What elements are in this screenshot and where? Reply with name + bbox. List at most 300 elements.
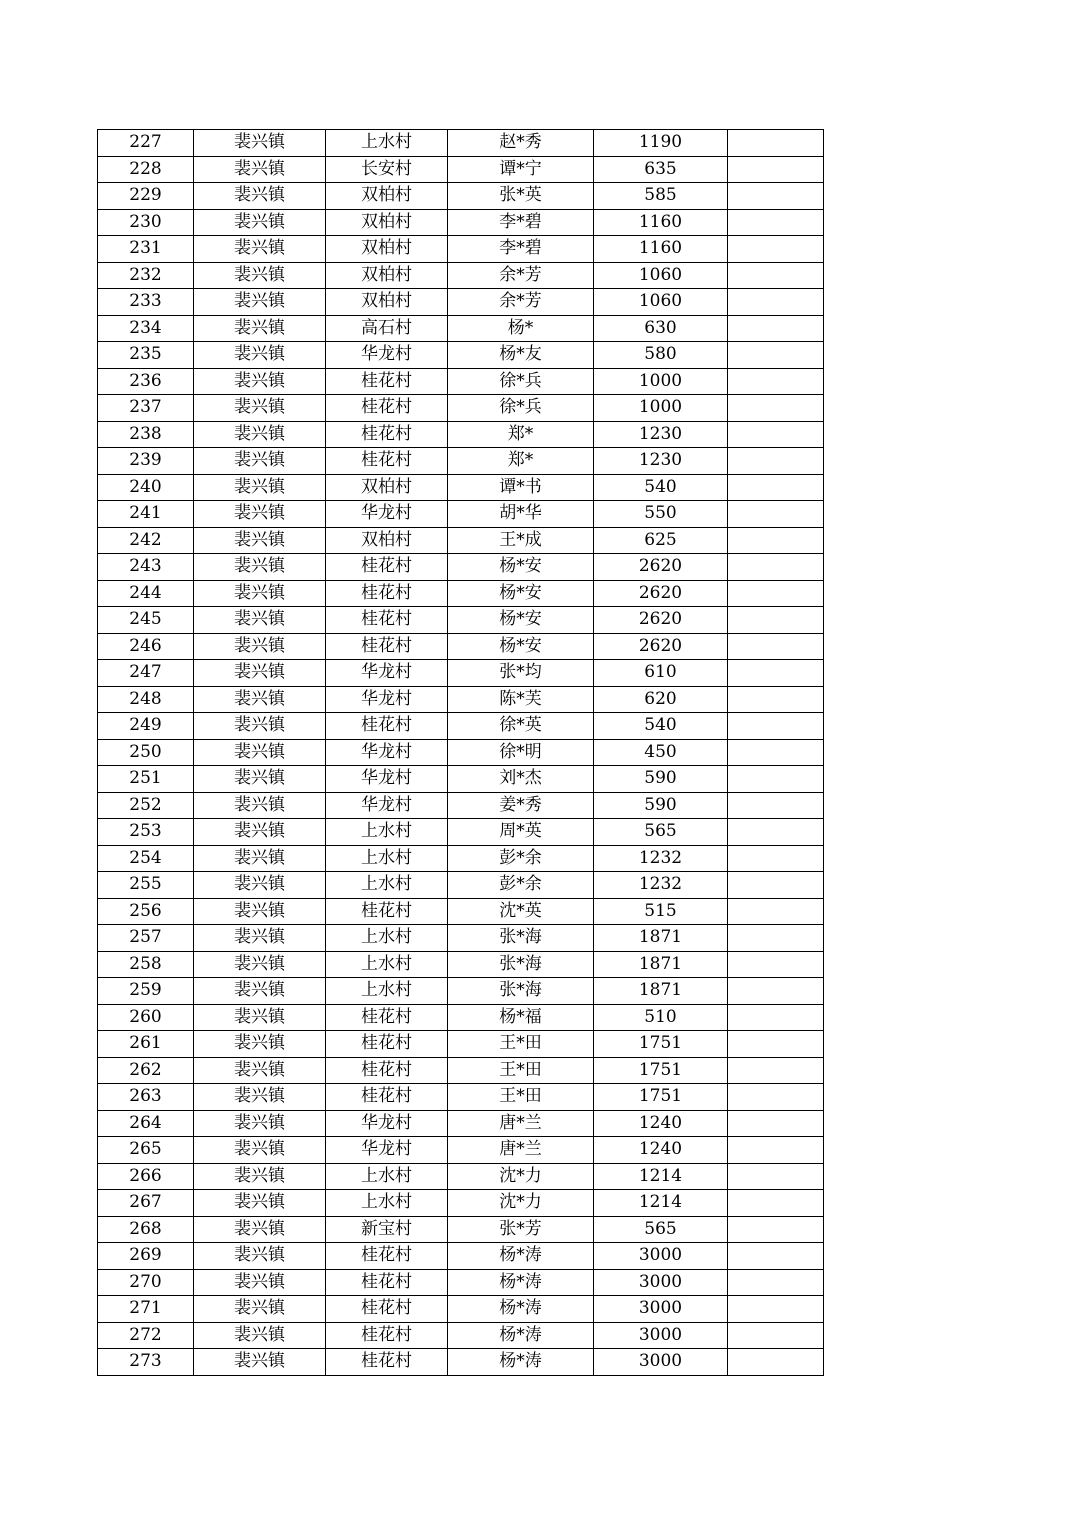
table-row <box>98 766 824 793</box>
row-number-cell: 254 <box>98 845 194 872</box>
row-number-cell: 272 <box>98 1322 194 1349</box>
name-cell: 唐*兰 <box>448 1110 594 1137</box>
village-cell: 桂花村 <box>326 421 448 448</box>
amount-cell: 540 <box>594 713 728 740</box>
village-cell: 上水村 <box>326 1190 448 1217</box>
village-cell: 桂花村 <box>326 1004 448 1031</box>
village-cell: 上水村 <box>326 819 448 846</box>
table-row <box>98 925 824 952</box>
remark-cell <box>728 845 824 872</box>
row-number-cell: 261 <box>98 1031 194 1058</box>
row-number-cell: 260 <box>98 1004 194 1031</box>
amount-cell: 1751 <box>594 1057 728 1084</box>
row-number-cell: 242 <box>98 527 194 554</box>
amount-cell: 1160 <box>594 209 728 236</box>
town-cell: 裴兴镇 <box>194 1110 326 1137</box>
table-row <box>98 1031 824 1058</box>
village-cell: 长安村 <box>326 156 448 183</box>
row-number-cell: 262 <box>98 1057 194 1084</box>
town-cell: 裴兴镇 <box>194 739 326 766</box>
village-cell: 华龙村 <box>326 792 448 819</box>
village-cell: 桂花村 <box>326 448 448 475</box>
amount-cell: 1871 <box>594 978 728 1005</box>
village-cell: 华龙村 <box>326 1110 448 1137</box>
table-row <box>98 262 824 289</box>
town-cell: 裴兴镇 <box>194 554 326 581</box>
village-cell: 华龙村 <box>326 686 448 713</box>
row-number-cell: 231 <box>98 236 194 263</box>
amount-cell: 510 <box>594 1004 728 1031</box>
remark-cell <box>728 342 824 369</box>
town-cell: 裴兴镇 <box>194 1243 326 1270</box>
name-cell: 谭*宁 <box>448 156 594 183</box>
amount-cell: 1240 <box>594 1137 728 1164</box>
remark-cell <box>728 1269 824 1296</box>
village-cell: 双柏村 <box>326 289 448 316</box>
town-cell: 裴兴镇 <box>194 395 326 422</box>
row-number-cell: 271 <box>98 1296 194 1323</box>
remark-cell <box>728 183 824 210</box>
name-cell: 沈*英 <box>448 898 594 925</box>
remark-cell <box>728 236 824 263</box>
amount-cell: 620 <box>594 686 728 713</box>
village-cell: 双柏村 <box>326 236 448 263</box>
village-cell: 华龙村 <box>326 501 448 528</box>
amount-cell: 590 <box>594 766 728 793</box>
amount-cell: 3000 <box>594 1322 728 1349</box>
table-row <box>98 156 824 183</box>
remark-cell <box>728 580 824 607</box>
name-cell: 张*均 <box>448 660 594 687</box>
village-cell: 桂花村 <box>326 713 448 740</box>
row-number-cell: 229 <box>98 183 194 210</box>
table-row <box>98 580 824 607</box>
row-number-cell: 240 <box>98 474 194 501</box>
table-row <box>98 183 824 210</box>
town-cell: 裴兴镇 <box>194 925 326 952</box>
name-cell: 郑* <box>448 448 594 475</box>
name-cell: 周*英 <box>448 819 594 846</box>
town-cell: 裴兴镇 <box>194 792 326 819</box>
remark-cell <box>728 1004 824 1031</box>
village-cell: 华龙村 <box>326 739 448 766</box>
village-cell: 上水村 <box>326 925 448 952</box>
town-cell: 裴兴镇 <box>194 315 326 342</box>
table-row <box>98 209 824 236</box>
town-cell: 裴兴镇 <box>194 156 326 183</box>
amount-cell: 515 <box>594 898 728 925</box>
town-cell: 裴兴镇 <box>194 713 326 740</box>
town-cell: 裴兴镇 <box>194 130 326 157</box>
table-row <box>98 978 824 1005</box>
remark-cell <box>728 1216 824 1243</box>
row-number-cell: 241 <box>98 501 194 528</box>
remark-cell <box>728 633 824 660</box>
town-cell: 裴兴镇 <box>194 1057 326 1084</box>
amount-cell: 540 <box>594 474 728 501</box>
table-row <box>98 1296 824 1323</box>
name-cell: 陈*芙 <box>448 686 594 713</box>
name-cell: 杨*安 <box>448 607 594 634</box>
remark-cell <box>728 792 824 819</box>
remark-cell <box>728 898 824 925</box>
village-cell: 桂花村 <box>326 1243 448 1270</box>
row-number-cell: 227 <box>98 130 194 157</box>
town-cell: 裴兴镇 <box>194 766 326 793</box>
amount-cell: 1060 <box>594 289 728 316</box>
amount-cell: 1000 <box>594 395 728 422</box>
town-cell: 裴兴镇 <box>194 421 326 448</box>
amount-cell: 610 <box>594 660 728 687</box>
amount-cell: 3000 <box>594 1269 728 1296</box>
town-cell: 裴兴镇 <box>194 1084 326 1111</box>
town-cell: 裴兴镇 <box>194 1349 326 1376</box>
table-row <box>98 713 824 740</box>
village-cell: 高石村 <box>326 315 448 342</box>
name-cell: 杨*涛 <box>448 1349 594 1376</box>
amount-cell: 565 <box>594 1216 728 1243</box>
town-cell: 裴兴镇 <box>194 342 326 369</box>
amount-cell: 1751 <box>594 1031 728 1058</box>
village-cell: 桂花村 <box>326 395 448 422</box>
table-row <box>98 474 824 501</box>
town-cell: 裴兴镇 <box>194 527 326 554</box>
amount-cell: 1240 <box>594 1110 728 1137</box>
town-cell: 裴兴镇 <box>194 580 326 607</box>
name-cell: 杨*福 <box>448 1004 594 1031</box>
town-cell: 裴兴镇 <box>194 183 326 210</box>
town-cell: 裴兴镇 <box>194 660 326 687</box>
name-cell: 沈*力 <box>448 1190 594 1217</box>
town-cell: 裴兴镇 <box>194 1031 326 1058</box>
amount-cell: 635 <box>594 156 728 183</box>
village-cell: 桂花村 <box>326 1031 448 1058</box>
amount-cell: 1871 <box>594 951 728 978</box>
table-row <box>98 289 824 316</box>
village-cell: 桂花村 <box>326 607 448 634</box>
name-cell: 李*碧 <box>448 236 594 263</box>
row-number-cell: 236 <box>98 368 194 395</box>
row-number-cell: 249 <box>98 713 194 740</box>
town-cell: 裴兴镇 <box>194 1190 326 1217</box>
table-row <box>98 421 824 448</box>
town-cell: 裴兴镇 <box>194 448 326 475</box>
row-number-cell: 267 <box>98 1190 194 1217</box>
table-row <box>98 342 824 369</box>
table-row <box>98 1243 824 1270</box>
row-number-cell: 252 <box>98 792 194 819</box>
row-number-cell: 251 <box>98 766 194 793</box>
amount-cell: 2620 <box>594 580 728 607</box>
table-row <box>98 1269 824 1296</box>
amount-cell: 1214 <box>594 1163 728 1190</box>
town-cell: 裴兴镇 <box>194 1004 326 1031</box>
remark-cell <box>728 130 824 157</box>
remark-cell <box>728 951 824 978</box>
amount-cell: 1751 <box>594 1084 728 1111</box>
name-cell: 徐*兵 <box>448 368 594 395</box>
row-number-cell: 264 <box>98 1110 194 1137</box>
remark-cell <box>728 315 824 342</box>
name-cell: 杨*安 <box>448 580 594 607</box>
amount-cell: 2620 <box>594 607 728 634</box>
name-cell: 彭*余 <box>448 845 594 872</box>
amount-cell: 1230 <box>594 448 728 475</box>
row-number-cell: 235 <box>98 342 194 369</box>
amount-cell: 580 <box>594 342 728 369</box>
name-cell: 徐*英 <box>448 713 594 740</box>
row-number-cell: 259 <box>98 978 194 1005</box>
town-cell: 裴兴镇 <box>194 633 326 660</box>
row-number-cell: 269 <box>98 1243 194 1270</box>
row-number-cell: 256 <box>98 898 194 925</box>
table-row <box>98 315 824 342</box>
table-row <box>98 1057 824 1084</box>
table-row <box>98 1216 824 1243</box>
town-cell: 裴兴镇 <box>194 1163 326 1190</box>
remark-cell <box>728 1084 824 1111</box>
row-number-cell: 248 <box>98 686 194 713</box>
row-number-cell: 234 <box>98 315 194 342</box>
row-number-cell: 238 <box>98 421 194 448</box>
name-cell: 唐*兰 <box>448 1137 594 1164</box>
remark-cell <box>728 448 824 475</box>
village-cell: 华龙村 <box>326 766 448 793</box>
amount-cell: 590 <box>594 792 728 819</box>
row-number-cell: 243 <box>98 554 194 581</box>
name-cell: 杨*友 <box>448 342 594 369</box>
table-row <box>98 1004 824 1031</box>
name-cell: 沈*力 <box>448 1163 594 1190</box>
name-cell: 徐*兵 <box>448 395 594 422</box>
name-cell: 张*芳 <box>448 1216 594 1243</box>
remark-cell <box>728 660 824 687</box>
row-number-cell: 233 <box>98 289 194 316</box>
name-cell: 赵*秀 <box>448 130 594 157</box>
remark-cell <box>728 501 824 528</box>
name-cell: 杨* <box>448 315 594 342</box>
name-cell: 刘*杰 <box>448 766 594 793</box>
row-number-cell: 268 <box>98 1216 194 1243</box>
remark-cell <box>728 686 824 713</box>
name-cell: 杨*涛 <box>448 1269 594 1296</box>
remark-cell <box>728 713 824 740</box>
table-row <box>98 554 824 581</box>
remark-cell <box>728 1031 824 1058</box>
village-cell: 双柏村 <box>326 474 448 501</box>
town-cell: 裴兴镇 <box>194 978 326 1005</box>
amount-cell: 1160 <box>594 236 728 263</box>
row-number-cell: 257 <box>98 925 194 952</box>
town-cell: 裴兴镇 <box>194 1216 326 1243</box>
table-row <box>98 845 824 872</box>
name-cell: 杨*安 <box>448 554 594 581</box>
table-row <box>98 607 824 634</box>
row-number-cell: 253 <box>98 819 194 846</box>
town-cell: 裴兴镇 <box>194 474 326 501</box>
remark-cell <box>728 395 824 422</box>
remark-cell <box>728 554 824 581</box>
table-row <box>98 130 824 157</box>
remark-cell <box>728 1110 824 1137</box>
row-number-cell: 270 <box>98 1269 194 1296</box>
amount-cell: 3000 <box>594 1296 728 1323</box>
town-cell: 裴兴镇 <box>194 368 326 395</box>
remark-cell <box>728 262 824 289</box>
amount-cell: 3000 <box>594 1243 728 1270</box>
town-cell: 裴兴镇 <box>194 501 326 528</box>
village-cell: 双柏村 <box>326 209 448 236</box>
village-cell: 上水村 <box>326 1163 448 1190</box>
village-cell: 桂花村 <box>326 1322 448 1349</box>
table-row <box>98 368 824 395</box>
name-cell: 胡*华 <box>448 501 594 528</box>
village-cell: 桂花村 <box>326 898 448 925</box>
amount-cell: 550 <box>594 501 728 528</box>
village-cell: 桂花村 <box>326 1084 448 1111</box>
village-cell: 上水村 <box>326 845 448 872</box>
table-row <box>98 527 824 554</box>
name-cell: 张*海 <box>448 925 594 952</box>
town-cell: 裴兴镇 <box>194 1269 326 1296</box>
table-row <box>98 1110 824 1137</box>
remark-cell <box>728 1163 824 1190</box>
town-cell: 裴兴镇 <box>194 845 326 872</box>
town-cell: 裴兴镇 <box>194 262 326 289</box>
data-table <box>97 129 824 1376</box>
row-number-cell: 266 <box>98 1163 194 1190</box>
remark-cell <box>728 739 824 766</box>
remark-cell <box>728 289 824 316</box>
town-cell: 裴兴镇 <box>194 236 326 263</box>
village-cell: 桂花村 <box>326 1269 448 1296</box>
town-cell: 裴兴镇 <box>194 872 326 899</box>
table-row <box>98 951 824 978</box>
table-row <box>98 236 824 263</box>
town-cell: 裴兴镇 <box>194 1296 326 1323</box>
town-cell: 裴兴镇 <box>194 289 326 316</box>
name-cell: 谭*书 <box>448 474 594 501</box>
village-cell: 双柏村 <box>326 183 448 210</box>
row-number-cell: 258 <box>98 951 194 978</box>
amount-cell: 1871 <box>594 925 728 952</box>
row-number-cell: 247 <box>98 660 194 687</box>
village-cell: 上水村 <box>326 951 448 978</box>
village-cell: 上水村 <box>326 872 448 899</box>
remark-cell <box>728 872 824 899</box>
remark-cell <box>728 368 824 395</box>
amount-cell: 1000 <box>594 368 728 395</box>
amount-cell: 1232 <box>594 845 728 872</box>
table-row <box>98 633 824 660</box>
name-cell: 徐*明 <box>448 739 594 766</box>
row-number-cell: 237 <box>98 395 194 422</box>
name-cell: 杨*涛 <box>448 1322 594 1349</box>
village-cell: 华龙村 <box>326 342 448 369</box>
remark-cell <box>728 474 824 501</box>
table-row <box>98 1084 824 1111</box>
remark-cell <box>728 1057 824 1084</box>
row-number-cell: 230 <box>98 209 194 236</box>
name-cell: 姜*秀 <box>448 792 594 819</box>
village-cell: 桂花村 <box>326 554 448 581</box>
remark-cell <box>728 527 824 554</box>
row-number-cell: 244 <box>98 580 194 607</box>
table-row <box>98 739 824 766</box>
table-row <box>98 501 824 528</box>
town-cell: 裴兴镇 <box>194 898 326 925</box>
remark-cell <box>728 1296 824 1323</box>
village-cell: 桂花村 <box>326 580 448 607</box>
row-number-cell: 228 <box>98 156 194 183</box>
amount-cell: 1232 <box>594 872 728 899</box>
remark-cell <box>728 978 824 1005</box>
village-cell: 桂花村 <box>326 1349 448 1376</box>
remark-cell <box>728 1322 824 1349</box>
amount-cell: 625 <box>594 527 728 554</box>
village-cell: 桂花村 <box>326 368 448 395</box>
remark-cell <box>728 1190 824 1217</box>
row-number-cell: 246 <box>98 633 194 660</box>
remark-cell <box>728 209 824 236</box>
name-cell: 王*田 <box>448 1031 594 1058</box>
row-number-cell: 245 <box>98 607 194 634</box>
name-cell: 王*田 <box>448 1057 594 1084</box>
table-row <box>98 448 824 475</box>
village-cell: 桂花村 <box>326 1296 448 1323</box>
table-row <box>98 1322 824 1349</box>
name-cell: 张*英 <box>448 183 594 210</box>
remark-cell <box>728 156 824 183</box>
row-number-cell: 265 <box>98 1137 194 1164</box>
remark-cell <box>728 1137 824 1164</box>
town-cell: 裴兴镇 <box>194 1137 326 1164</box>
village-cell: 桂花村 <box>326 1057 448 1084</box>
name-cell: 张*海 <box>448 951 594 978</box>
village-cell: 华龙村 <box>326 660 448 687</box>
amount-cell: 2620 <box>594 554 728 581</box>
table-row <box>98 898 824 925</box>
remark-cell <box>728 607 824 634</box>
remark-cell <box>728 1243 824 1270</box>
amount-cell: 565 <box>594 819 728 846</box>
table-row <box>98 1137 824 1164</box>
table-row <box>98 660 824 687</box>
amount-cell: 1060 <box>594 262 728 289</box>
name-cell: 王*成 <box>448 527 594 554</box>
amount-cell: 2620 <box>594 633 728 660</box>
row-number-cell: 273 <box>98 1349 194 1376</box>
village-cell: 桂花村 <box>326 633 448 660</box>
village-cell: 双柏村 <box>326 262 448 289</box>
name-cell: 余*芳 <box>448 289 594 316</box>
remark-cell <box>728 421 824 448</box>
table-row <box>98 1190 824 1217</box>
name-cell: 王*田 <box>448 1084 594 1111</box>
row-number-cell: 255 <box>98 872 194 899</box>
town-cell: 裴兴镇 <box>194 951 326 978</box>
remark-cell <box>728 925 824 952</box>
village-cell: 新宝村 <box>326 1216 448 1243</box>
town-cell: 裴兴镇 <box>194 686 326 713</box>
name-cell: 李*碧 <box>448 209 594 236</box>
amount-cell: 585 <box>594 183 728 210</box>
village-cell: 上水村 <box>326 978 448 1005</box>
table-row <box>98 686 824 713</box>
table-body <box>98 130 824 1376</box>
remark-cell <box>728 819 824 846</box>
village-cell: 双柏村 <box>326 527 448 554</box>
